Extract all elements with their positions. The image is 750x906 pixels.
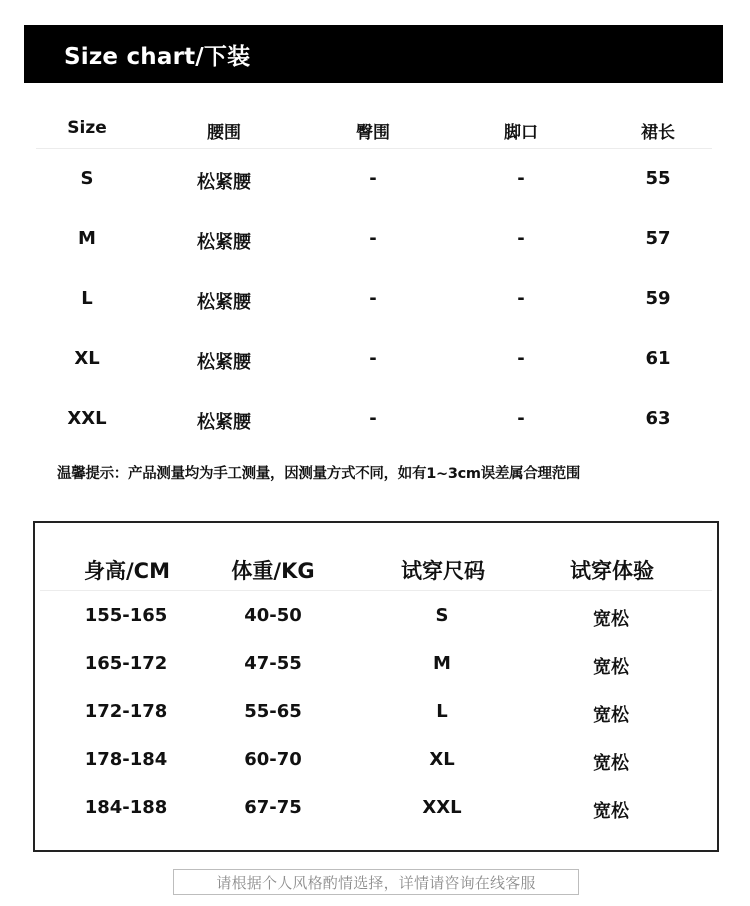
weight-cell: 60-70 (244, 749, 302, 770)
size-cell: XL (74, 348, 100, 369)
hem-cell: - (517, 288, 525, 309)
size-table (36, 104, 712, 449)
column-header-weight: 体重/KG (231, 559, 315, 583)
table-row (35, 599, 717, 647)
length-cell: 57 (645, 228, 671, 249)
height-cell: 155-165 (84, 605, 168, 626)
waist-cell: 松紧腰 (197, 352, 251, 373)
column-header-fit-experience: 试穿体验 (570, 559, 654, 583)
measurement-note: 温馨提示：产品测量均为手工测量，因测量方式不同，如有1~3cm误差属合理范围 (57, 466, 581, 482)
fit-cell: 宽松 (593, 753, 629, 774)
length-cell: 61 (645, 348, 671, 369)
table-row (36, 389, 712, 449)
weight-cell: 40-50 (244, 605, 302, 626)
size-cell: S (80, 168, 94, 189)
footer-tip (173, 869, 579, 895)
weight-cell: 47-55 (244, 653, 302, 674)
size-cell: XL (429, 749, 455, 770)
size-cell: M (433, 653, 451, 674)
column-header-skirt-length: 裙长 (641, 123, 675, 143)
hem-cell: - (517, 348, 525, 369)
footer-tip-text: 请根据个人风格酌情选择，详情请咨询在线客服 (216, 873, 536, 892)
hip-cell: - (369, 288, 377, 309)
table-row (36, 149, 712, 209)
hem-cell: - (517, 228, 525, 249)
length-cell: 59 (645, 288, 671, 309)
table-row (36, 269, 712, 329)
weight-cell: 55-65 (244, 701, 302, 722)
size-cell: L (436, 701, 448, 722)
fit-table-body (35, 599, 717, 839)
size-table-header (36, 104, 712, 149)
column-header-hip: 臀围 (356, 123, 390, 143)
hem-cell: - (517, 408, 525, 429)
fit-table (33, 521, 719, 852)
waist-cell: 松紧腰 (197, 232, 251, 253)
waist-cell: 松紧腰 (197, 292, 251, 313)
weight-cell: 67-75 (244, 797, 302, 818)
table-row (35, 647, 717, 695)
column-header-size: Size (67, 118, 107, 138)
table-row (36, 209, 712, 269)
size-chart-title: Size chart/下装 (64, 43, 251, 70)
height-cell: 184-188 (84, 797, 168, 818)
length-cell: 63 (645, 408, 671, 429)
waist-cell: 松紧腰 (197, 412, 251, 433)
hip-cell: - (369, 348, 377, 369)
height-cell: 178-184 (84, 749, 168, 770)
length-cell: 55 (645, 168, 671, 189)
column-header-waist: 腰围 (207, 123, 241, 143)
height-cell: 165-172 (84, 653, 168, 674)
hip-cell: - (369, 168, 377, 189)
fit-cell: 宽松 (593, 705, 629, 726)
hip-cell: - (369, 408, 377, 429)
table-row (35, 695, 717, 743)
column-header-trial-size: 试穿尺码 (401, 559, 485, 583)
size-cell: M (78, 228, 96, 249)
fit-cell: 宽松 (593, 657, 629, 678)
fit-cell: 宽松 (593, 801, 629, 822)
height-cell: 172-178 (84, 701, 168, 722)
table-row (36, 329, 712, 389)
size-cell: XXL (67, 408, 107, 429)
hem-cell: - (517, 168, 525, 189)
size-cell: L (81, 288, 93, 309)
fit-cell: 宽松 (593, 609, 629, 630)
column-header-height: 身高/CM (84, 559, 170, 583)
column-header-hem: 脚口 (504, 123, 538, 143)
fit-table-header (40, 537, 712, 591)
hip-cell: - (369, 228, 377, 249)
table-row (35, 791, 717, 839)
waist-cell: 松紧腰 (197, 172, 251, 193)
size-cell: S (435, 605, 449, 626)
size-chart-header (24, 25, 723, 83)
size-cell: XXL (422, 797, 462, 818)
table-row (35, 743, 717, 791)
